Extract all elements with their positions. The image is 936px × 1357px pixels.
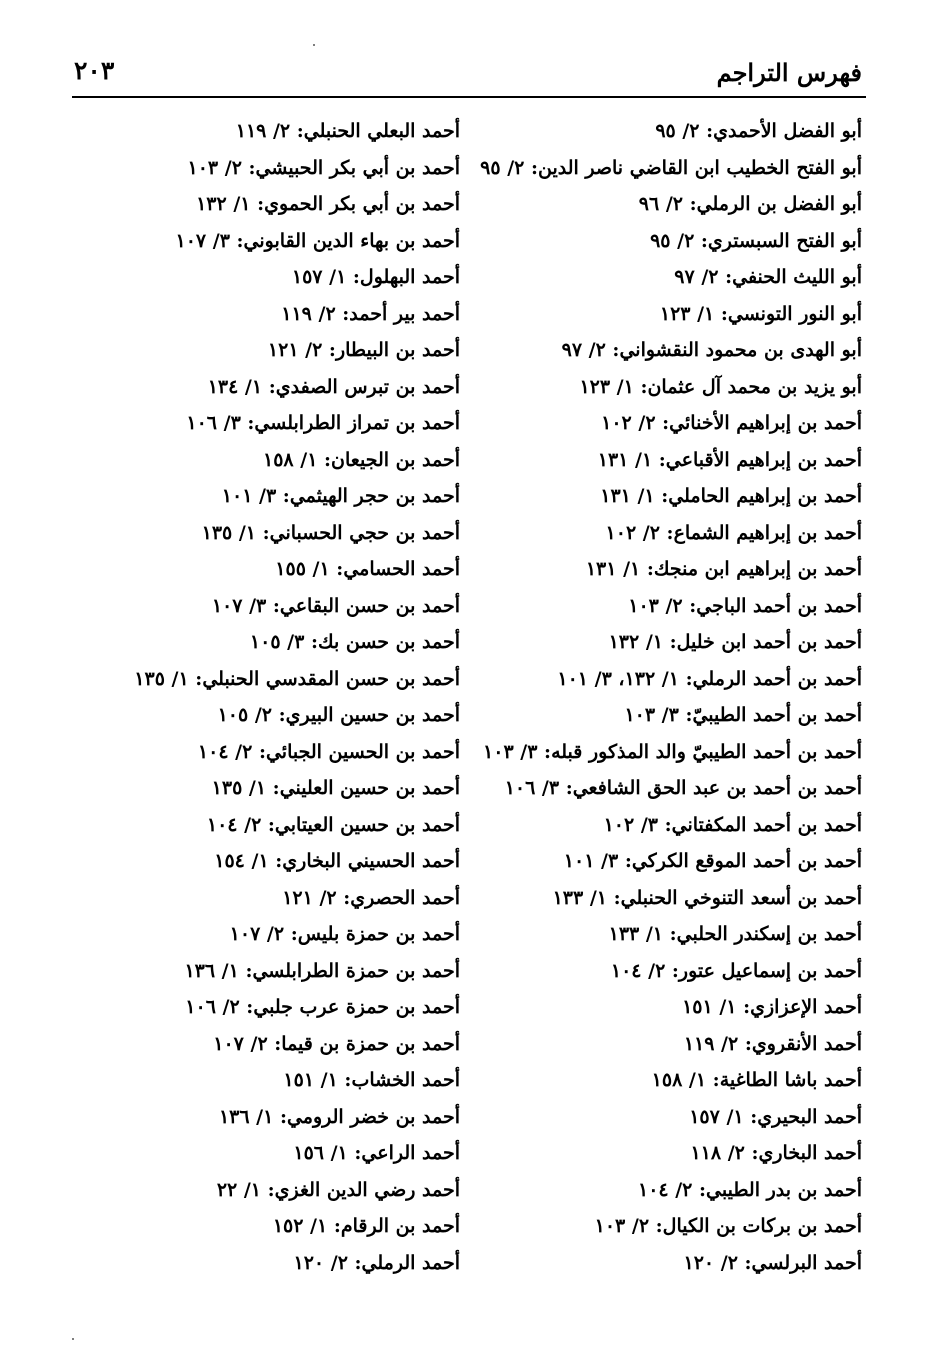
index-entry: أحمد بن حمزة بليس: ٢/ ١٠٧ [229,923,460,945]
index-entry: أحمد الحصري: ٢/ ١٢١ [282,886,460,909]
index-entry: أحمد بن البيطار: ٢/ ١٢١ [267,339,460,361]
index-entry: أحمد بن إبراهيم الأقباعي: ١/ ١٣١ [597,448,862,471]
index-entry: أحمد بن إبراهيم الحاملي: ١/ ١٣١ [600,485,862,507]
index-entry: أحمد الراعي: ١/ ١٥٦ [293,1142,460,1164]
index-entry: أحمد بن حمزة الطرابلسي: ١/ ١٣٦ [184,959,460,982]
index-entry: أحمد بن الرقام: ١/ ١٥٢ [272,1215,460,1237]
index-entry: أحمد البهلول: ١/ ١٥٧ [291,266,460,288]
index-entry: أحمد الحسامي: ١/ ١٥٥ [275,558,460,580]
index-entry: أحمد بن بدر الطيبي: ٢/ ١٠٤ [637,1178,862,1201]
index-entry: أحمد بير أحمد: ٢/ ١١٩ [281,302,460,325]
scan-speck [72,1338,74,1340]
index-entry: أحمد بن حجر الهيثمي: ٣/ ١٠١ [221,485,460,507]
index-entry: أحمد الرملي: ٢/ ١٢٠ [293,1251,460,1274]
index-entry: أحمد الأنقروي: ٢/ ١١٩ [683,1032,862,1055]
index-column-right [442,113,862,1281]
index-entry: أحمد بن إسكندر الحلبي: ١/ ١٣٣ [608,923,862,945]
index-entry: أحمد الحسيني البخاري: ١/ ١٥٤ [214,850,460,872]
index-entry: أحمد بن حسين البيري: ٢/ ١٠٥ [217,704,460,726]
index-entry: أحمد بن حسن المقدسي الحنبلي: ١/ ١٣٥ [134,667,460,690]
running-title: فهرس التراجم [716,58,862,87]
index-entry: أحمد بن حسن بك: ٣/ ١٠٥ [249,631,460,653]
index-entry: أحمد بن حسين العليني: ١/ ١٣٥ [211,777,460,799]
index-entry: أحمد بن أحمد الرملي: ١/ ١٣٢، ٣/ ١٠١ [557,667,862,690]
index-entry: أحمد البخاري: ٢/ ١١٨ [690,1142,862,1164]
index-entry: أحمد بن أبي بكر الحبيشي: ٢/ ١٠٣ [187,156,460,179]
index-entry: أبو الفضل بن الرملي: ٢/ ٩٦ [638,193,862,215]
index-entry: أبو الفضل الأحمدي: ٢/ ٩٥ [655,120,862,142]
index-entry: أحمد بن بهاء الدين القابوني: ٣/ ١٠٧ [175,229,460,252]
index-entry: أحمد البحيري: ١/ ١٥٧ [689,1105,862,1128]
index-entry: أحمد بن حسين العيتابي: ٢/ ١٠٤ [206,813,460,836]
index-entry: أحمد بن خضر الرومي: ١/ ١٣٦ [218,1105,460,1128]
index-entry: أحمد بن تمراز الطرابلسي: ٣/ ١٠٦ [186,412,460,434]
index-entry: أحمد بن الجيعان: ١/ ١٥٨ [263,448,460,471]
index-entry: أحمد بن إبراهيم الأخنائي: ٢/ ١٠٢ [601,412,862,434]
index-entry: أبو يزيد بن محمد آل عثمان: ١/ ١٢٣ [579,375,862,398]
index-entry: أحمد بن أحمد الموقع الكركي: ٣/ ١٠١ [563,850,862,872]
index-entry: أحمد الخشاب: ١/ ١٥١ [283,1069,460,1091]
index-entry: أحمد بن أحمد ابن خليل: ١/ ١٣٢ [608,631,862,653]
index-entry: أبو الهدى بن محمود النقشواني: ٢/ ٩٧ [561,339,862,361]
scan-speck [313,44,315,46]
index-entry: أحمد رضي الدين الغزي: ١/ ٢٢ [216,1178,460,1201]
index-entry: أحمد بن أحمد بن عبد الحق الشافعي: ٣/ ١٠٦ [504,777,862,799]
index-entry: أحمد بن أحمد المكفتاني: ٣/ ١٠٢ [603,813,862,836]
index-entry: أحمد باشا الطاغية: ١/ ١٥٨ [651,1069,862,1091]
index-entry: أحمد بن أحمد الطيبيّ والد المذكور قبله: ٣/ ١٠٣ [483,740,862,763]
index-entry: أحمد بن أحمد الطيبيّ: ٣/ ١٠٣ [624,704,862,726]
index-entry: أحمد بن إسماعيل عتور: ٢/ ١٠٤ [610,959,862,982]
index-entry: أبو النور التونسي: ١/ ١٢٣ [659,302,862,325]
index-entry: أحمد بن حمزة عرب جلبي: ٢/ ١٠٦ [185,996,460,1018]
index-entry: أبو الفتح السبستري: ٢/ ٩٥ [650,229,862,252]
index-entry: أحمد بن حمزة بن قيما: ٢/ ١٠٧ [213,1032,460,1055]
index-entry: أحمد الإعزازي: ١/ ١٥١ [682,996,862,1018]
index-entry: أحمد بن أبي بكر الحموي: ١/ ١٣٢ [196,193,460,215]
index-entry: أحمد البرلسي: ٢/ ١٢٠ [683,1251,862,1274]
index-entry: أبو الفتح الخطيب ابن القاضي ناصر الدين: ٢/ ٩٥ [480,156,862,179]
index-entry: أحمد بن حجي الحسباني: ١/ ١٣٥ [201,521,460,544]
index-entry: أحمد بن تبرس الصفدي: ١/ ١٣٤ [207,375,460,398]
index-entry: أحمد بن أحمد الباجي: ٢/ ١٠٣ [628,594,862,617]
index-entry: أحمد البعلي الحنبلي: ٢/ ١١٩ [235,120,460,142]
page-number: ٢٠٣ [74,56,115,85]
index-entry: أحمد بن بركات بن الكيال: ٢/ ١٠٣ [594,1215,862,1237]
index-entry: أحمد بن إبراهيم ابن منجك: ١/ ١٣١ [585,558,862,580]
index-entry: أحمد بن إبراهيم الشماع: ٢/ ١٠٢ [605,521,862,544]
index-entry: أبو الليث الحنفي: ٢/ ٩٧ [674,266,862,288]
index-entry: أحمد بن أسعد التنوخي الحنبلي: ١/ ١٣٣ [552,886,862,909]
index-entry: أحمد بن حسن البقاعي: ٣/ ١٠٧ [211,594,460,617]
index-entry: أحمد بن الحسين الجبائي: ٢/ ١٠٤ [197,740,460,763]
header-rule [72,96,866,98]
index-column-left [100,113,460,1281]
